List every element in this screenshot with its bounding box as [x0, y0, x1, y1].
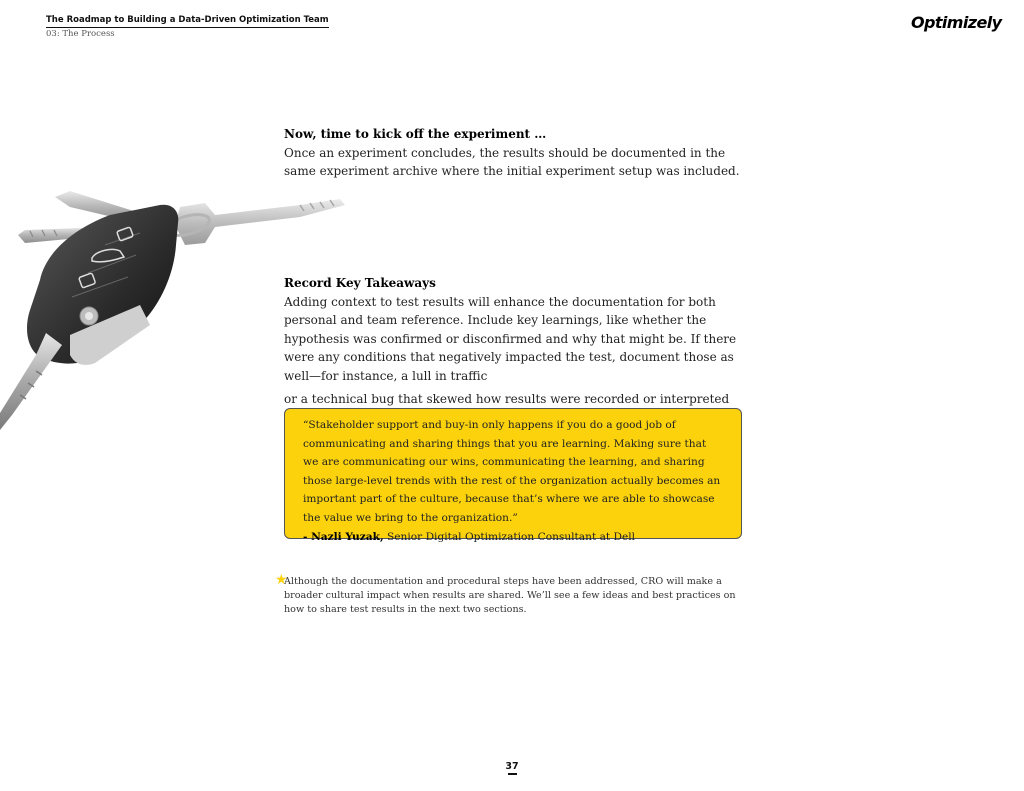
quote-author: - Nazli Yuzak, — [303, 530, 384, 543]
optimizely-logo: Optimizely — [911, 13, 1002, 32]
chapter-subtitle: 03: The Process — [46, 29, 115, 39]
takeaways-body-last-line: or a technical bug that skewed how results were recorded or interpreted — [284, 392, 730, 406]
star-icon: ★ — [275, 572, 288, 588]
footnote — [275, 572, 745, 617]
page-number-underline — [508, 773, 517, 775]
takeaways-section — [284, 274, 746, 409]
takeaways-heading: Record Key Takeaways — [284, 276, 436, 290]
takeaways-body: Adding context to test results will enhance the documentation for both personal and team reference. Include key learnings, like whether the hypothesis was confirmed or disconfirmed and why that might be. If there were any conditions that negatively impacted the test, document those as well—for instance, a lull in traffic — [284, 294, 737, 383]
experiment-body: Once an experiment concludes, the results should be documented in the same experiment archive where the initial experiment setup was included. — [284, 145, 740, 178]
spare-key — [175, 199, 345, 245]
quote-attribution — [303, 528, 723, 547]
quote-text: “Stakeholder support and buy-in only happens if you do a good job of communicating and sharing things that you are learning. Making sure that we are communicating our wins, communicating the learning, and sharing those large-level trends with the rest of the organization actually becomes an important part of the culture, because that’s where we are able to showcase the value we bring to the organization.” — [303, 419, 721, 524]
quote-author-role: Senior Digital Optimization Consultant at Dell — [387, 530, 636, 543]
key-blade — [0, 333, 62, 430]
quote-callout — [284, 408, 742, 543]
experiment-heading: Now, time to kick off the experiment … — [284, 127, 547, 141]
page-number-value: 37 — [505, 761, 519, 772]
document-title: The Roadmap to Building a Data-Driven Optimization Team — [46, 15, 329, 28]
footnote-text: Although the documentation and procedural steps have been addressed, CRO will make a broader cultural impact when results are shared. We’ll see a few ideas and best practices on how to share test results in the next two sections. — [284, 576, 736, 615]
page-number — [497, 761, 527, 775]
experiment-section — [284, 125, 746, 181]
